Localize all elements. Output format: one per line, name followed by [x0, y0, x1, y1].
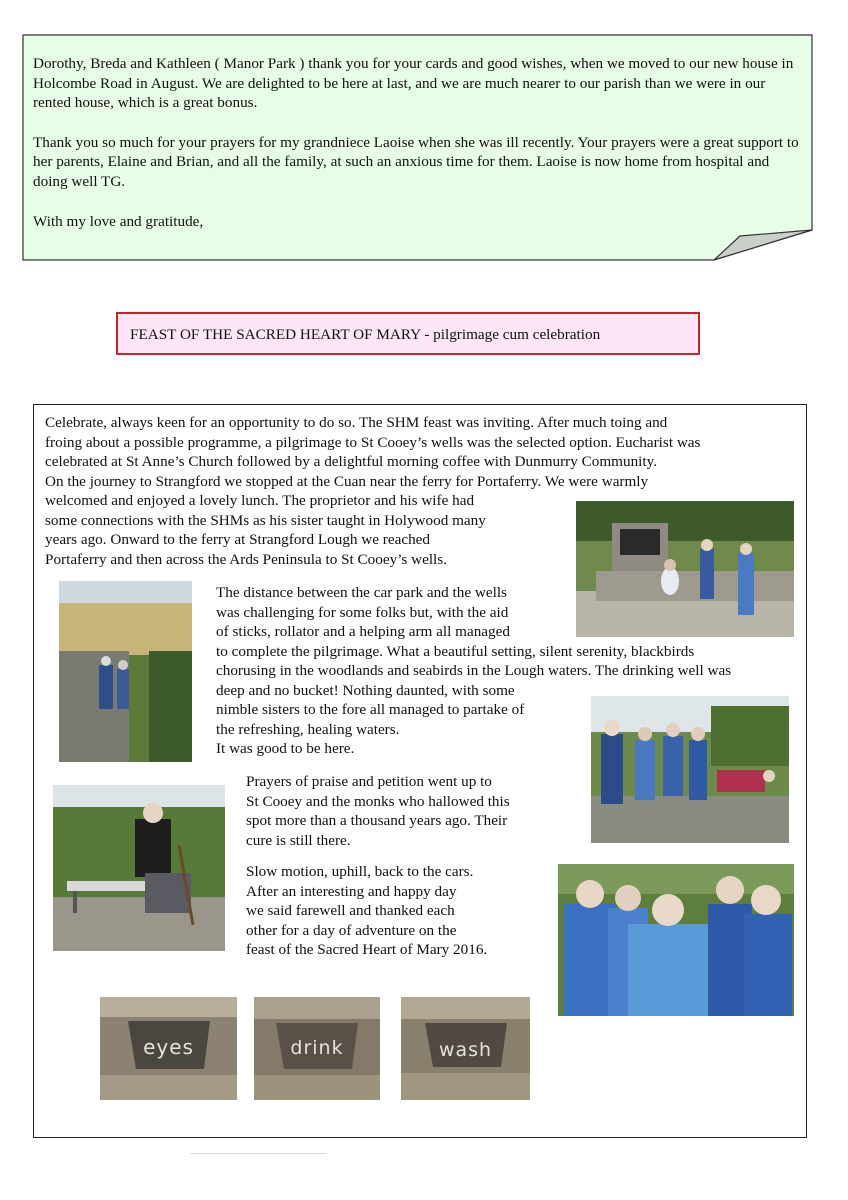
text-line: It was good to be here. — [216, 740, 355, 757]
text-line: celebrated at St Anne’s Church followed by a delightful morning coffee with Dunmurry Community. — [45, 453, 658, 470]
thank-you-note — [22, 34, 812, 260]
text-line: other for a day of adventure on the — [246, 921, 457, 939]
text-line: deep and no bucket! Nothing daunted, with some — [216, 681, 515, 699]
text-line: feast of the Sacred Heart of Mary 2016. — [246, 941, 488, 958]
photo-sister-on-bench — [53, 785, 225, 951]
text-line: we said farewell and thanked each — [246, 902, 455, 919]
text-line: On the journey to Strangford we stopped at the Cuan near the ferry for Portaferry. We were warmly — [45, 472, 649, 490]
text-line: chorusing in the woodlands and seabirds in the Lough waters. The drinking well was — [216, 662, 732, 679]
stone-label-wash: wash — [438, 1039, 493, 1061]
stone-label-eyes: eyes — [143, 1035, 194, 1059]
note-paragraph-2: Thank you so much for your prayers for my grandniece Laoise when she was ill recently. Your prayers were a great support to her parents, Elaine and Brian, and all the family, at such an anxious time for them. Laoise is now home from hospital and doing well TG. — [33, 133, 799, 190]
note-signoff: With my love and gratitude, — [33, 212, 204, 230]
text-line: some connections with the SHMs as his sister taught in Holywood many — [45, 511, 486, 529]
text-line: froing about a possible programme, a pilgrimage to St Cooey’s wells was the selected option. Eucharist was — [45, 433, 701, 451]
text-line: of sticks, rollator and a helping arm all managed — [216, 623, 510, 640]
photo-stone-sign-wash — [401, 997, 530, 1100]
feast-title: FEAST OF THE SACRED HEART OF MARY - pilgrimage cum celebration — [130, 326, 601, 343]
text-line: years ago. Onward to the ferry at Strangford Lough we reached — [45, 531, 431, 548]
text-line: St Cooey and the monks who hallowed this — [246, 792, 510, 810]
text-line: The distance between the car park and the wells — [216, 584, 507, 601]
footer-rule — [190, 1153, 326, 1154]
text-line: was challenging for some folks but, with the aid — [216, 603, 509, 621]
text-line: to complete the pilgrimage. What a beautiful setting, silent serenity, blackbirds — [216, 642, 695, 660]
text-line: spot more than a thousand years ago. Their — [246, 812, 508, 829]
text-line: After an interesting and happy day — [246, 882, 457, 900]
feast-banner — [116, 312, 700, 355]
text-line: Portaferry and then across the Ards Peninsula to St Cooey’s wells. — [45, 550, 447, 568]
photo-stone-sign-drink — [254, 997, 380, 1100]
photo-memorial-plaque — [576, 501, 794, 637]
text-line: Prayers of praise and petition went up to — [246, 773, 492, 790]
text-line: Celebrate, always keen for an opportunity to do so. The SHM feast was inviting. After much toing and — [45, 414, 668, 431]
prayers-paragraph — [246, 772, 566, 850]
note-text — [33, 54, 803, 251]
stone-label-drink: drink — [290, 1037, 344, 1059]
closing-paragraph — [246, 862, 566, 960]
photo-path-to-wells — [59, 581, 192, 762]
text-line: nimble sisters to the fore all managed to partake of — [216, 701, 525, 718]
text-line: welcomed and enjoyed a lovely lunch. The proprietor and his wife had — [45, 492, 475, 509]
photo-stone-sign-eyes — [100, 997, 237, 1100]
photo-group-of-sisters — [558, 864, 794, 1016]
text-line: Slow motion, uphill, back to the cars. — [246, 863, 474, 880]
note-paragraph-1: Dorothy, Breda and Kathleen ( Manor Park ) thank you for your cards and good wishes, when we moved to our new house in Holcombe Road in August. We are delighted to be here at last, and we are much nearer to our parish than we were in our rented house, which is a great bonus. — [33, 55, 794, 112]
text-line: cure is still there. — [246, 831, 351, 849]
text-line: the refreshing, healing waters. — [216, 720, 400, 738]
photo-sisters-at-well — [591, 696, 789, 843]
